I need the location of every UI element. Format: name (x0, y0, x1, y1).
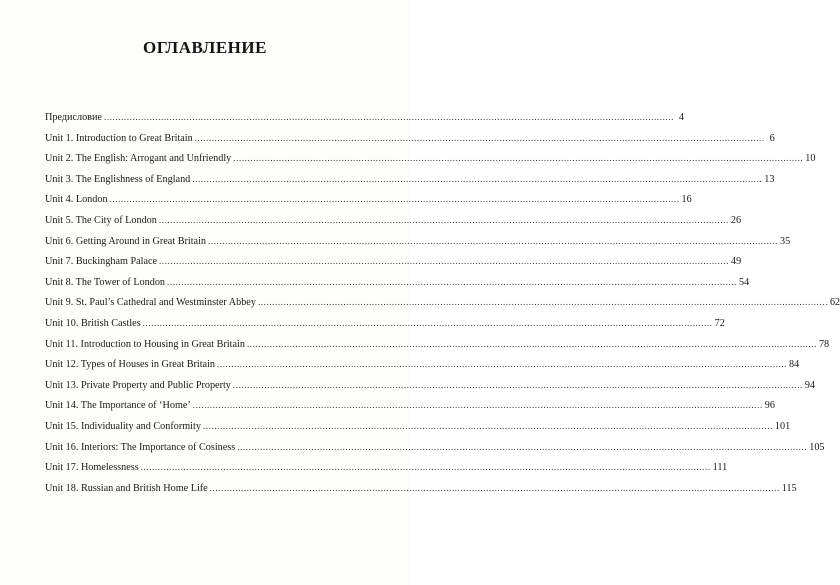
toc-entry-page-number: 16 (681, 194, 692, 206)
toc-entry (45, 317, 725, 339)
page-title: ОГЛАВЛЕНИЕ (143, 38, 267, 57)
toc-entry-page-number: 13 (764, 173, 775, 185)
toc-entry-title: Unit 12. Types of Houses in Great Britain (45, 359, 215, 371)
toc-dot-leader: ........................................................................................................................................................................................................ (202, 420, 773, 431)
toc-dot-leader: ........................................................................................................................................................................................................ (192, 173, 763, 184)
toc-entry (45, 256, 742, 277)
toc-dot-leader: ........................................................................................................................................................................................................ (158, 214, 729, 225)
toc-dot-leader: ........................................................................................................................................................................................................ (103, 112, 674, 122)
toc-dot-leader: ........................................................................................................................................................................................................ (209, 482, 780, 493)
toc-entry-title: Unit 2. The English: Arrogant and Unfriendly (45, 153, 232, 165)
toc-entry (45, 112, 684, 133)
toc-dot-leader: ........................................................................................................................................................................................................ (217, 359, 787, 370)
toc-entry-title: Unit 10. British Castles (45, 317, 141, 329)
toc-entry-page-number: 84 (789, 359, 800, 371)
toc-entry (45, 297, 840, 318)
toc-entry (45, 235, 791, 257)
toc-entry (45, 441, 825, 463)
toc-entry-title: Unit 18. Russian and British Home Life (45, 482, 208, 494)
toc-entry-page-number: 54 (739, 276, 750, 288)
toc-entry-page-number: 62 (829, 297, 840, 309)
toc-entry (45, 214, 742, 236)
toc-entry (45, 420, 791, 442)
toc-entry (45, 153, 816, 174)
toc-entry-title: Unit 7. Buckingham Palace (45, 256, 158, 268)
toc-entry-page-number: 94 (804, 379, 816, 391)
toc-entry (45, 276, 750, 298)
toc-entry-page-number: 35 (780, 235, 791, 247)
toc-dot-leader: ........................................................................................................................................................................................................ (192, 400, 763, 411)
toc-entry-title: Unit 8. The Tower of London (45, 276, 166, 288)
toc-entry-title: Unit 16. Interiors: The Importance of Cosiness (45, 441, 236, 453)
toc-dot-leader: ........................................................................................................................................................................................................ (140, 462, 711, 473)
toc-entry (45, 482, 797, 504)
toc-dot-leader: ........................................................................................................................................................................................................ (233, 153, 804, 164)
toc-entry-page-number: 78 (818, 338, 830, 350)
toc-entry-title: Unit 11. Introduction to Housing in Great Britain (45, 338, 245, 350)
toc-dot-leader: ........................................................................................................................................................................................................ (159, 256, 730, 267)
toc-entry-title: Unit 1. Introduction to Great Britain (45, 132, 193, 144)
toc-entry-title: Unit 15. Individuality and Conformity (45, 420, 201, 432)
toc-entry (45, 462, 728, 483)
toc-entry (45, 194, 692, 215)
toc-dot-leader: ........................................................................................................................................................................................................ (246, 338, 817, 349)
toc-entry-page-number: 115 (781, 482, 797, 494)
toc-dot-leader: ........................................................................................................................................................................................................ (232, 379, 803, 390)
toc-entry (45, 173, 775, 195)
toc-entry-title: Unit 9. St. Paul’s Cathedral and Westminster Abbey (45, 297, 256, 309)
toc-entry-title: Unit 5. The City of London (45, 214, 157, 226)
toc-dot-leader: ........................................................................................................................................................................................................ (237, 441, 808, 452)
toc-entry-page-number: 72 (714, 317, 725, 329)
toc-entry-page-number: 105 (809, 441, 825, 453)
toc-entry-page-number: 4 (678, 112, 684, 123)
toc-entry (45, 359, 800, 380)
toc-entry-page-number: 111 (712, 462, 728, 474)
toc-entry-page-number: 49 (731, 256, 742, 268)
toc-entry-page-number: 10 (805, 153, 816, 165)
toc-entry-title: Предисловие (45, 112, 102, 123)
toc-entry-title: Unit 4. London (45, 194, 108, 206)
toc-entry-page-number: 6 (769, 132, 775, 144)
table-of-contents (45, 112, 840, 503)
toc-dot-leader: ........................................................................................................................................................................................................ (194, 132, 765, 143)
toc-entry-title: Unit 17. Homelessness (45, 462, 139, 474)
toc-entry-page-number: 96 (764, 400, 775, 412)
toc-entry (45, 400, 775, 421)
toc-entry-page-number: 101 (774, 420, 791, 432)
toc-dot-leader: ........................................................................................................................................................................................................ (257, 297, 828, 308)
toc-entry-title: Unit 13. Private Property and Public Property (45, 379, 231, 391)
toc-dot-leader: ........................................................................................................................................................................................................ (142, 317, 713, 328)
toc-dot-leader: ........................................................................................................................................................................................................ (167, 276, 738, 287)
toc-entry-title: Unit 3. The Englishness of England (45, 173, 191, 185)
toc-entry (45, 379, 816, 401)
toc-entry-title: Unit 14. The Importance of ‘Home’ (45, 400, 191, 412)
toc-entry-title: Unit 6. Getting Around in Great Britain (45, 235, 206, 247)
toc-entry-page-number: 26 (730, 214, 742, 226)
toc-entry (45, 132, 775, 154)
toc-entry (45, 338, 830, 360)
toc-dot-leader: ........................................................................................................................................................................................................ (109, 194, 680, 205)
toc-dot-leader: ........................................................................................................................................................................................................ (208, 235, 778, 246)
